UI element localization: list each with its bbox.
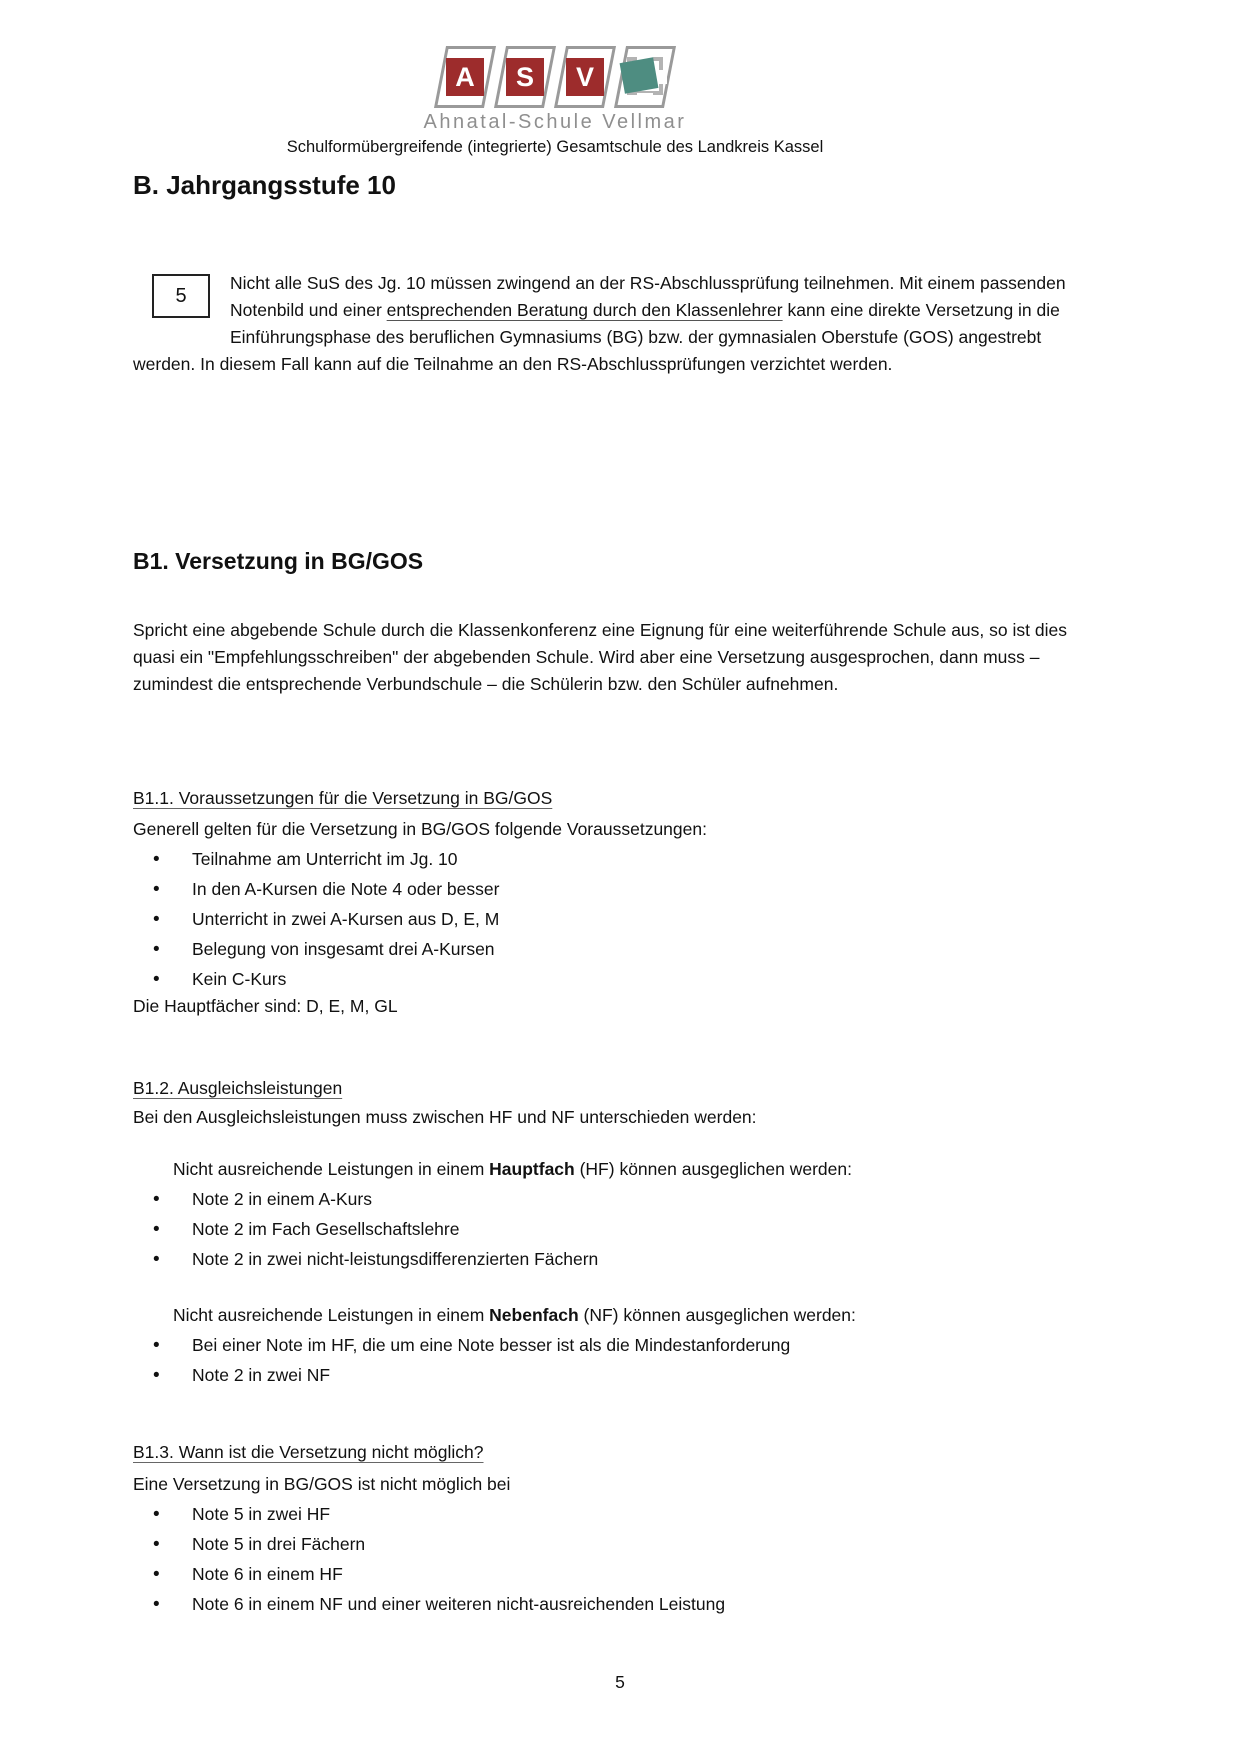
list-item: • Unterricht in zwei A-Kursen aus D, E, M bbox=[133, 906, 1105, 933]
section-b1-heading: B1. Versetzung in BG/GOS bbox=[133, 548, 424, 574]
page-number: 5 bbox=[615, 1672, 625, 1692]
list-item: • Note 5 in drei Fächern bbox=[133, 1531, 1105, 1558]
section-b13-lead: Eine Versetzung in BG/GOS ist nicht möglich bei bbox=[133, 1474, 511, 1494]
logo-letter-v: V bbox=[566, 58, 604, 96]
section-b12-hf-list bbox=[133, 1186, 1105, 1276]
photo-placeholder-icon bbox=[625, 57, 665, 97]
list-item: • Bei einer Note im HF, die um eine Note besser ist als die Mindestanforderung bbox=[133, 1332, 1105, 1359]
nebenfach-bold: Nebenfach bbox=[489, 1305, 579, 1325]
teal-square-icon bbox=[620, 57, 659, 93]
logo-tile-s bbox=[494, 46, 556, 108]
intro-text-underlined: entsprechenden Beratung durch den Klassenlehrer bbox=[386, 300, 783, 320]
list-item: • Kein C-Kurs bbox=[133, 966, 1105, 993]
margin-number-box: 5 bbox=[152, 274, 210, 318]
logo-tile-a bbox=[434, 46, 496, 108]
intro-text-post: kann eine direkte Versetzung in die Einführungsphase des beruflichen Gymnasiums (BG) bzw. der gymnasialen Oberstufe (GOS) angestrebt werden. In diesem Fall kann auf die Teilnahme an den RS-Abschlussprüfungen verzichtet werden. bbox=[133, 300, 1060, 374]
section-b12-hf-lead: Nicht ausreichende Leistungen in einem Hauptfach (HF) können ausgeglichen werden: bbox=[173, 1159, 852, 1179]
section-b13-heading: B1.3. Wann ist die Versetzung nicht möglich? bbox=[133, 1442, 484, 1462]
page-title: B. Jahrgangsstufe 10 bbox=[133, 170, 396, 200]
logo-tile-placeholder bbox=[614, 46, 676, 108]
list-item: • Teilnahme am Unterricht im Jg. 10 bbox=[133, 846, 1105, 873]
logo-letter-a: A bbox=[446, 58, 484, 96]
section-b11-lead: Generell gelten für die Versetzung in BG/GOS folgende Voraussetzungen: bbox=[133, 819, 707, 839]
hauptfach-bold: Hauptfach bbox=[489, 1159, 575, 1179]
section-b12-lead: Bei den Ausgleichsleistungen muss zwischen HF und NF unterschieden werden: bbox=[133, 1107, 757, 1127]
list-item: • Note 5 in zwei HF bbox=[133, 1501, 1105, 1528]
section-b13-list bbox=[133, 1501, 1105, 1621]
school-header bbox=[0, 42, 1110, 157]
intro-paragraph bbox=[133, 270, 1105, 378]
list-item: • Note 2 in zwei nicht-leistungsdifferenzierten Fächern bbox=[133, 1246, 1105, 1273]
logo-letter-s: S bbox=[506, 58, 544, 96]
section-b12-nf-list bbox=[133, 1332, 1105, 1392]
intro-text-pre: Nicht alle SuS des Jg. 10 müssen zwingend an der RS-Abschlussprüfung teilnehmen. Mit einem passenden Notenbild und einer bbox=[230, 273, 1066, 320]
list-item: • Belegung von insgesamt drei A-Kursen bbox=[133, 936, 1105, 963]
logo-tile-v bbox=[554, 46, 616, 108]
list-item: • In den A-Kursen die Note 4 oder besser bbox=[133, 876, 1105, 903]
asv-logo bbox=[0, 42, 1110, 108]
section-b12-heading: B1.2. Ausgleichsleistungen bbox=[133, 1078, 343, 1098]
list-item: • Note 2 in einem A-Kurs bbox=[133, 1186, 1105, 1213]
section-b11-footer: Die Hauptfächer sind: D, E, M, GL bbox=[133, 996, 398, 1016]
list-item: • Note 6 in einem HF bbox=[133, 1561, 1105, 1588]
list-item: • Note 2 in zwei NF bbox=[133, 1362, 1105, 1389]
school-name: Ahnatal-Schule Vellmar bbox=[423, 111, 687, 133]
list-item: • Note 6 in einem NF und einer weiteren nicht-ausreichenden Leistung bbox=[133, 1591, 1105, 1618]
section-b12-nf-lead: Nicht ausreichende Leistungen in einem Nebenfach (NF) können ausgeglichen werden: bbox=[173, 1305, 856, 1325]
section-b1-paragraph: Spricht eine abgebende Schule durch die Klassenkonferenz eine Eignung für eine weiterführende Schule aus, so ist dies quasi ein "Empfehlungsschreiben" der abgebenden Schule. Wird aber eine Versetzung ausgesprochen, dann muss – zumindest die entsprechende Verbundschule – die Schülerin bzw. den Schüler aufnehmen. bbox=[133, 620, 1067, 694]
list-item: • Note 2 im Fach Gesellschaftslehre bbox=[133, 1216, 1105, 1243]
section-b11-list bbox=[133, 846, 1105, 996]
section-b11-heading: B1.1. Voraussetzungen für die Versetzung in BG/GOS bbox=[133, 788, 553, 808]
school-subtitle: Schulformübergreifende (integrierte) Gesamtschule des Landkreis Kassel bbox=[286, 138, 824, 156]
